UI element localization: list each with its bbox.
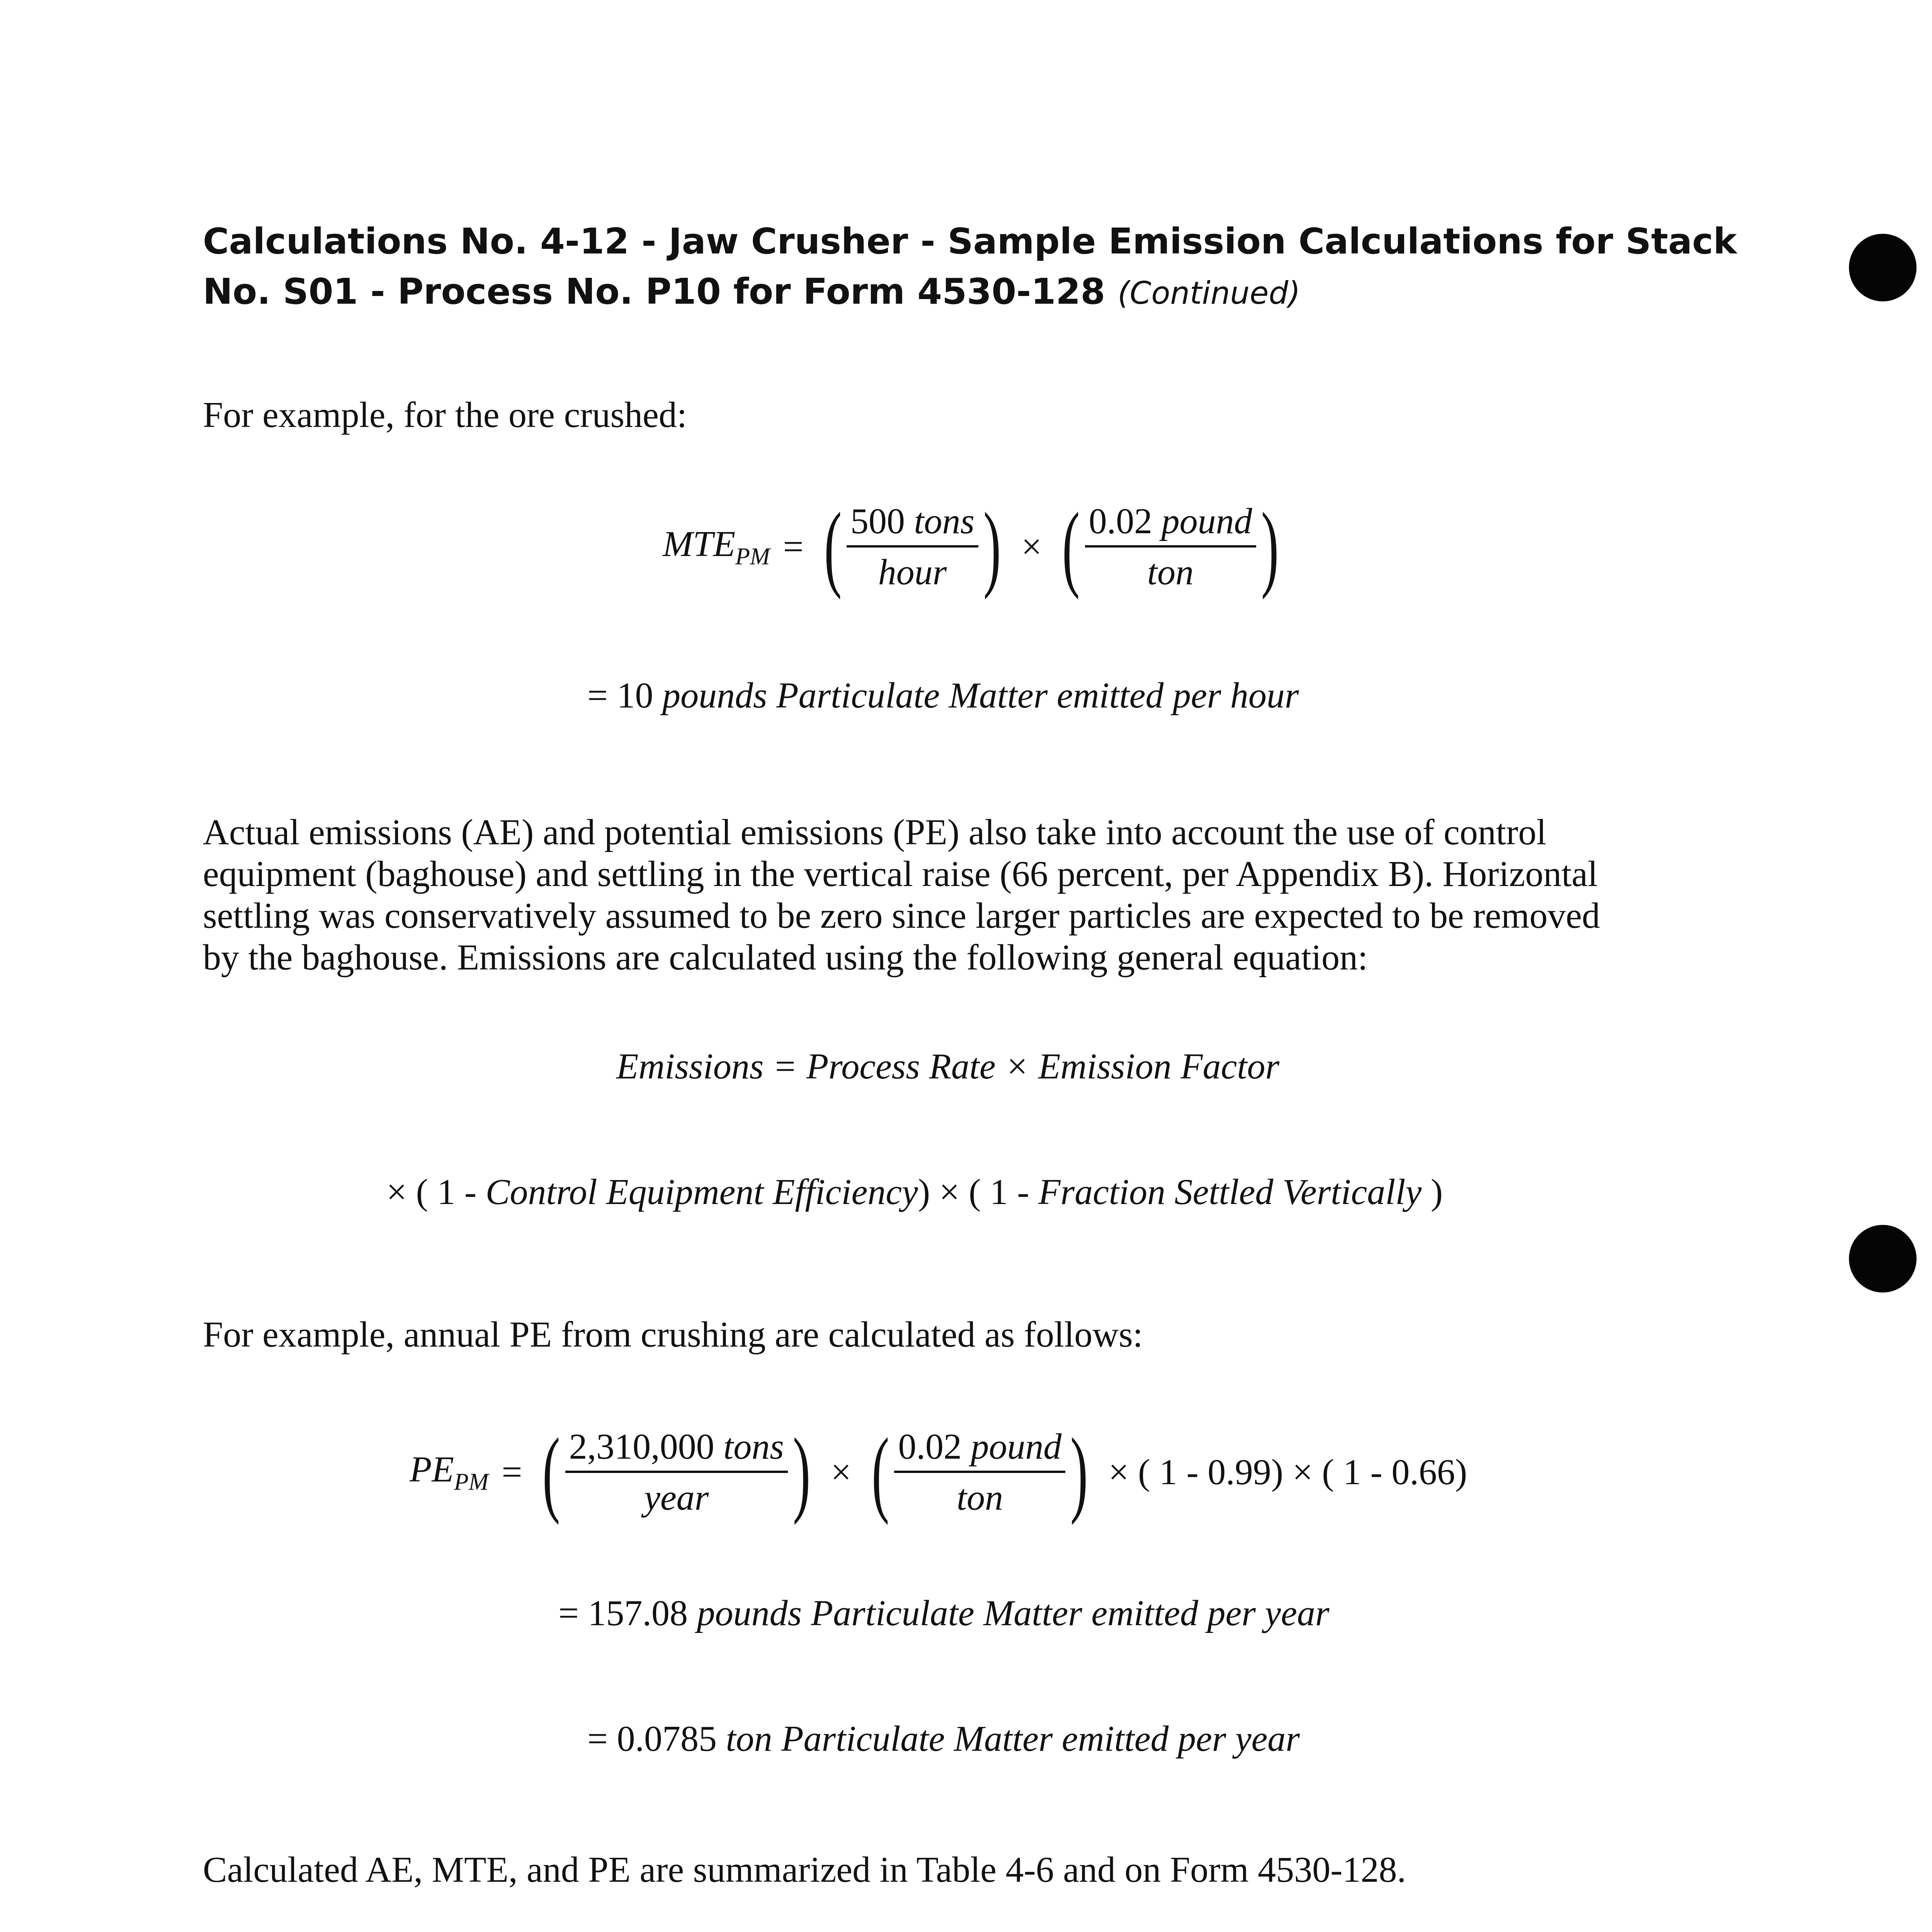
summary-paragraph: Calculated AE, MTE, and PE are summarized in Table 4-6 and on Form 4530-128. [203, 1850, 1406, 1890]
mte-lhs-subscript: PM [735, 543, 770, 570]
fraction-denominator: hour [878, 552, 947, 592]
mte-result: = 10 pounds Particulate Matter emitted per hour [587, 675, 1299, 716]
fraction-rate [565, 1425, 788, 1519]
left-paren: ( [1062, 493, 1080, 600]
right-paren: ) [1261, 493, 1279, 600]
annual-pe-paragraph: For example, annual PE from crushing are calculated as follows: [203, 1315, 1143, 1355]
emissions-paragraph [203, 811, 1600, 978]
fraction-numerator: 0.02 pound [894, 1425, 1065, 1473]
fraction-denominator: ton [1147, 552, 1194, 592]
section-title-line2 [203, 269, 1300, 316]
intro-paragraph: For example, for the ore crushed: [203, 395, 687, 435]
left-paren: ( [543, 1418, 560, 1526]
pe-formula [410, 1418, 1480, 1526]
fraction-factor [1085, 500, 1256, 594]
right-paren: ) [793, 1418, 811, 1526]
section-title-line2-text: No. S01 - Process No. P10 for Form 4530-128 [203, 271, 1105, 312]
mte-lhs: $MTE_{PM}$ [663, 524, 770, 570]
section-title-line1: Calculations No. 4-12 - Jaw Crusher - Sample Emission Calculations for Stack [203, 221, 1737, 262]
pe-result-pounds: = 157.08 pounds Particulate Matter emitted per year [558, 1593, 1330, 1633]
left-paren: ( [871, 1418, 889, 1526]
binder-hole-top [1849, 234, 1917, 301]
fraction-numerator: 500 tons [847, 500, 978, 548]
pe-formula-tail: × ( 1 - 0.99) × ( 1 - 0.66) [1108, 1452, 1468, 1492]
paragraph-line: Actual emissions (AE) and potential emissions (PE) also take into account the use of control [203, 812, 1547, 852]
pe-result-tons: = 0.0785 ton Particulate Matter emitted per year [587, 1719, 1300, 1759]
times-sign: × [831, 1452, 852, 1492]
times-sign: × [1021, 527, 1042, 567]
pe-lhs-subscript: PM [454, 1469, 489, 1495]
left-paren: ( [824, 493, 842, 600]
fraction-numerator: 0.02 pound [1085, 500, 1256, 548]
binder-hole-middle [1849, 1225, 1917, 1293]
equals-sign: = [502, 1452, 522, 1492]
fraction-rate [847, 500, 978, 594]
fraction-denominator: ton [956, 1478, 1003, 1518]
fraction-numerator: 2,310,000 tons [565, 1425, 788, 1473]
right-paren: ) [983, 493, 1001, 600]
continued-label: (Continued) [1117, 275, 1301, 311]
pe-lhs: $PE_{PM}$ [410, 1449, 489, 1495]
general-equation-line1: Emissions = Process Rate × Emission Factor [616, 1046, 1280, 1087]
paragraph-line: equipment (baghouse) and settling in the vertical raise (66 percent, per Appendix B). Horizontal [203, 854, 1598, 894]
right-paren: ) [1070, 1418, 1088, 1526]
paragraph-line: settling was conservatively assumed to be zero since larger particles are expected to be removed [203, 896, 1600, 936]
mte-formula [663, 493, 1286, 600]
general-equation-line2: × ( 1 - Control Equipment Efficiency) × ( 1 - Fraction Settled Vertically ) [386, 1172, 1443, 1212]
fraction-factor [894, 1425, 1065, 1519]
paragraph-line: by the baghouse. Emissions are calculated using the following general equation: [203, 937, 1368, 978]
equals-sign: = [783, 527, 804, 567]
fraction-denominator: year [644, 1478, 709, 1518]
